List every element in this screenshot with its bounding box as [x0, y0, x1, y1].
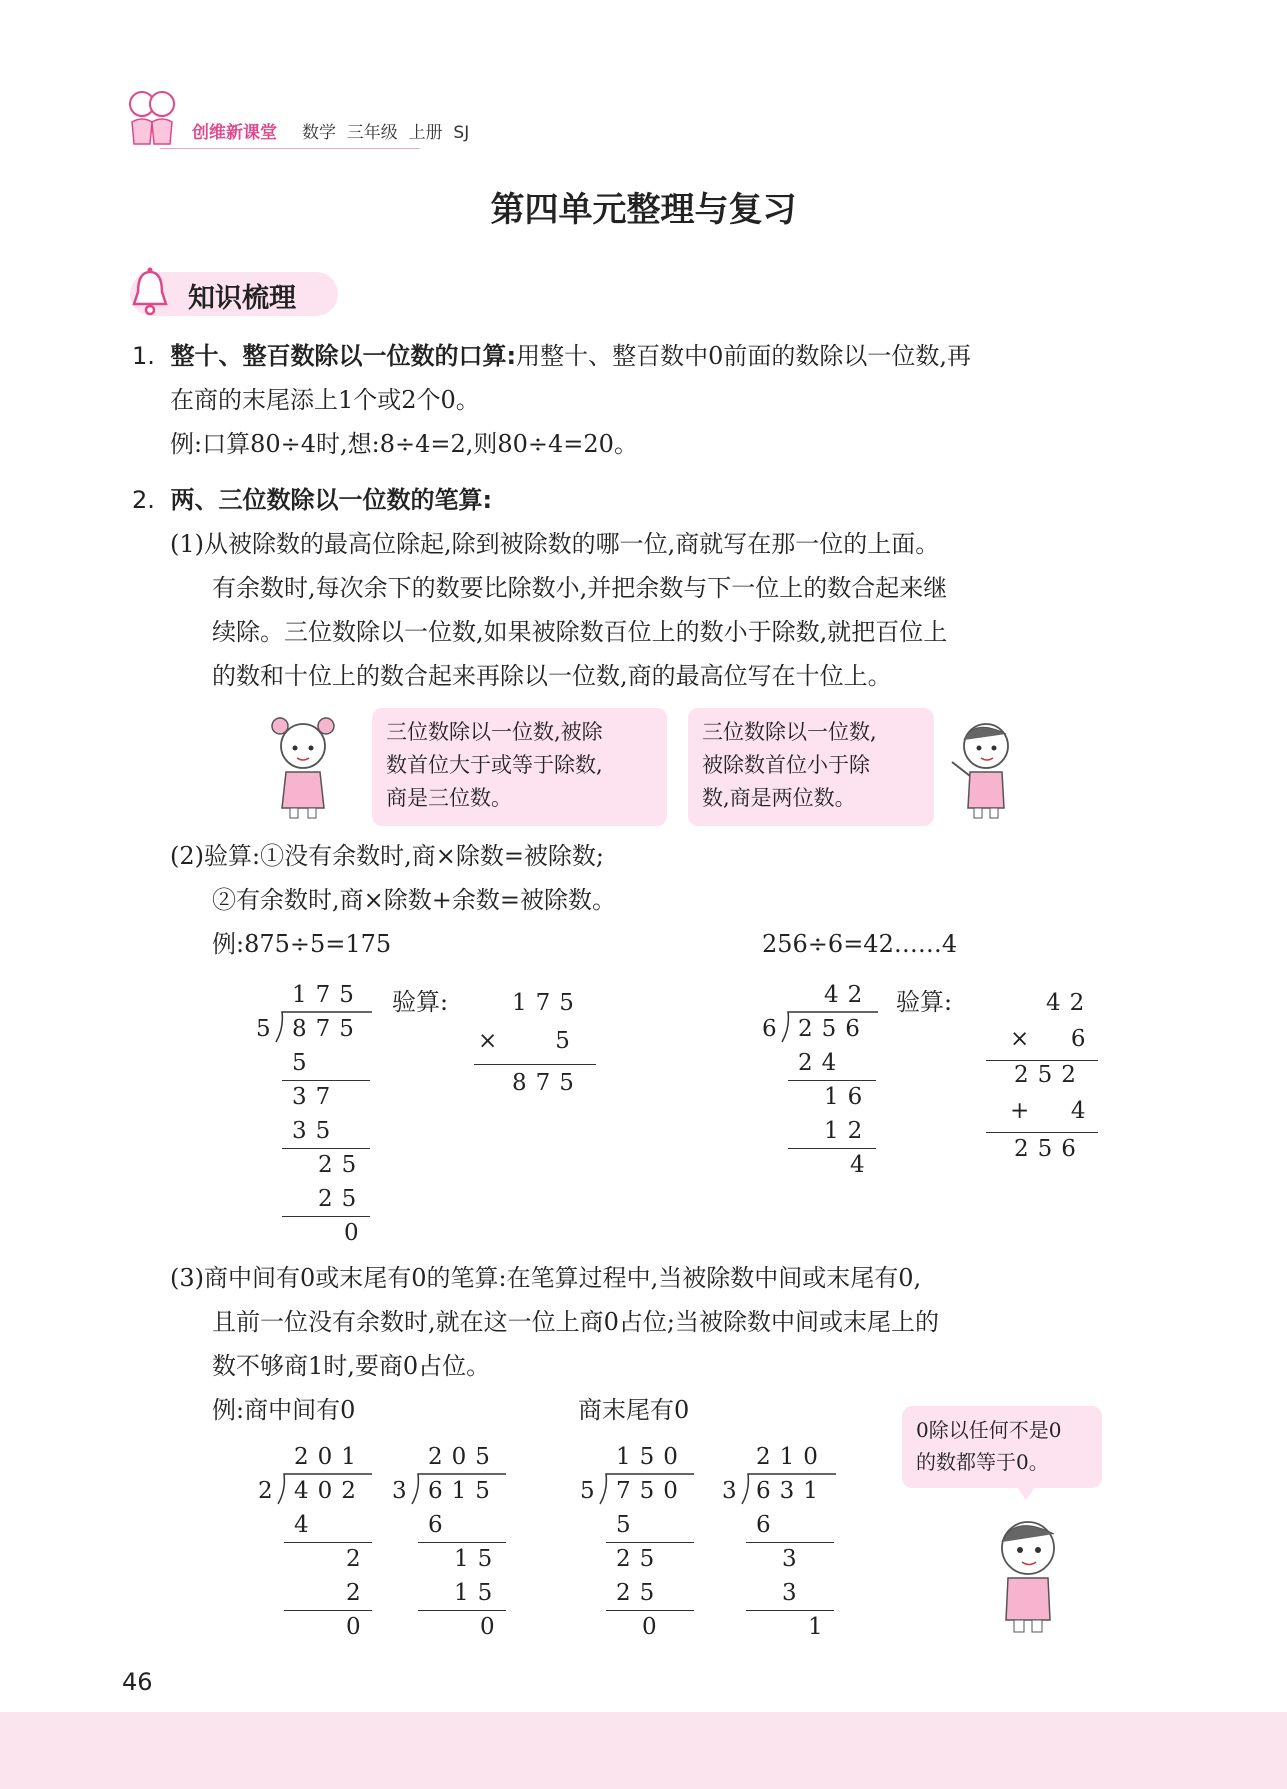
div1-step: 35: [292, 1118, 340, 1144]
page-title: 第四单元整理与复习: [490, 190, 797, 230]
div6-step: 3: [782, 1546, 806, 1572]
div4-divisor: 3: [392, 1478, 416, 1504]
check1-line: 875: [512, 1070, 583, 1096]
div1-step: 0: [344, 1220, 368, 1246]
div5-step: 0: [642, 1614, 666, 1640]
check2-line: + 4: [1010, 1098, 1095, 1124]
item2-line1: [132, 478, 492, 522]
bubble-line: 数首位大于或等于除数,: [386, 753, 603, 777]
check2-line: 256: [1014, 1136, 1085, 1162]
div1-quotient: 175: [292, 982, 363, 1008]
div1-step: 5: [292, 1050, 316, 1076]
girl-illustration: [268, 712, 338, 820]
example3-left: 例:商中间有0: [212, 1396, 356, 1424]
header-underline: [160, 148, 420, 149]
p1-line: 续除。三位数除以一位数,如果被除数百位上的数小于除数,就把百位上: [212, 618, 948, 646]
bubble-line: 数,商是两位数。: [702, 786, 856, 810]
item1-line2: 在商的末尾添上1个或2个0。: [170, 386, 480, 414]
div6-quotient: 210: [756, 1444, 827, 1470]
p2-line1: (2)验算:①没有余数时,商×除数=被除数;: [170, 842, 605, 870]
p1-line: (1)从被除数的最高位除起,除到被除数的哪一位,商就写在那一位的上面。: [170, 530, 940, 558]
div2-step: 16: [824, 1084, 872, 1110]
div1-step: 25: [318, 1152, 366, 1178]
div1-step: 25: [318, 1186, 366, 1212]
item1-text1: 用整十、整百数中0前面的数除以一位数,再: [516, 342, 972, 370]
speech-bubble-right: [688, 708, 934, 826]
div1-divisor: 5: [256, 1016, 280, 1042]
example-right: 256÷6=42……4: [762, 930, 958, 958]
div2-divisor: 6: [762, 1016, 786, 1042]
bell-icon: [128, 266, 172, 318]
p3-line: (3)商中间有0或末尾有0的笔算:在笔算过程中,当被除数中间或末尾有0,: [170, 1264, 922, 1292]
div3-dividend: 402: [294, 1478, 365, 1504]
bubble-line: 被除数首位小于除: [702, 753, 870, 777]
boy-illustration: [986, 1510, 1070, 1634]
div2-quotient: 42: [824, 982, 872, 1008]
div3-step: 2: [346, 1546, 370, 1572]
item1-heading: 整十、整百数除以一位数的口算:: [170, 342, 517, 370]
div1-dividend: 875: [292, 1016, 363, 1042]
example-left: 例:875÷5=175: [212, 930, 392, 958]
div6-dividend: 631: [756, 1478, 827, 1504]
div6-divisor: 3: [722, 1478, 746, 1504]
section-title: 知识梳理: [188, 283, 296, 314]
item1-example: 例:口算80÷4时,想:8÷4=2,则80÷4=20。: [170, 430, 638, 458]
div5-divisor: 5: [580, 1478, 604, 1504]
p2-line2: ②有余数时,商×除数+余数=被除数。: [212, 886, 616, 914]
header-brand: 创维新课堂: [192, 123, 277, 143]
div4-quotient: 205: [428, 1444, 499, 1470]
div5-dividend: 750: [616, 1478, 687, 1504]
div2-step: 24: [798, 1050, 846, 1076]
bubble-line: 0除以任何不是0: [916, 1418, 1062, 1442]
div1-rule: [282, 1080, 370, 1081]
div3-step: 0: [346, 1614, 370, 1640]
div4-step: 0: [480, 1614, 504, 1640]
bubble-tail: [1016, 1486, 1036, 1500]
header-mascot: [122, 82, 182, 152]
div4-rule: [418, 1542, 506, 1543]
p3-line: 数不够商1时,要商0占位。: [212, 1352, 491, 1380]
div3-step: 4: [294, 1512, 318, 1538]
div5-step: 25: [616, 1546, 664, 1572]
bubble-line: 商是三位数。: [386, 786, 512, 810]
div4-step: 6: [428, 1512, 452, 1538]
check-label: 验算:: [896, 988, 953, 1016]
div2-step: 4: [850, 1152, 874, 1178]
bubble-line: 三位数除以一位数,被除: [386, 720, 603, 744]
div6-rule: [746, 1610, 834, 1611]
div3-step: 2: [346, 1580, 370, 1606]
div4-dividend: 615: [428, 1478, 499, 1504]
div6-step: 6: [756, 1512, 780, 1538]
check-label: 验算:: [392, 988, 449, 1016]
check1-rule: [474, 1064, 596, 1065]
div5-rule: [606, 1610, 694, 1611]
p1-line: 的数和十位上的数合起来再除以一位数,商的最高位写在十位上。: [212, 662, 892, 690]
div4-step: 15: [454, 1546, 502, 1572]
header-subject: 数学 三年级 上册 SJ: [302, 123, 470, 143]
check1-line: × 5: [478, 1028, 579, 1054]
page-number: 46: [122, 1668, 153, 1696]
div1-rule: [282, 1216, 370, 1217]
div4-rule: [418, 1610, 506, 1611]
speech-bubble-left: [372, 708, 667, 826]
bubble-line: 的数都等于0。: [916, 1450, 1049, 1474]
check2-line: 252: [1014, 1062, 1085, 1088]
check2-rule: [986, 1132, 1098, 1133]
p1-line: 有余数时,每次余下的数要比除数小,并把余数与下一位上的数合起来继: [212, 574, 948, 602]
item2-num: 2.: [132, 486, 155, 514]
div6-step: 1: [808, 1614, 832, 1640]
item1-line1: [132, 334, 971, 378]
div5-step: 5: [616, 1512, 640, 1538]
div3-rule: [284, 1610, 372, 1611]
div6-step: 3: [782, 1580, 806, 1606]
div1-rule: [282, 1148, 370, 1149]
boy-illustration: [944, 712, 1024, 820]
check2-line: × 6: [1010, 1026, 1095, 1052]
div2-rule: [788, 1148, 876, 1149]
item1-num: 1.: [132, 342, 155, 370]
footer-band: [0, 1712, 1287, 1789]
div3-rule: [284, 1542, 372, 1543]
div5-quotient: 150: [616, 1444, 687, 1470]
p3-line: 且前一位没有余数时,就在这一位上商0占位;当被除数中间或末尾上的: [212, 1308, 939, 1336]
div3-quotient: 201: [294, 1444, 365, 1470]
div5-rule: [606, 1542, 694, 1543]
check2-line: 42: [1046, 990, 1094, 1016]
div3-divisor: 2: [258, 1478, 282, 1504]
div1-step: 37: [292, 1084, 340, 1110]
div2-dividend: 256: [798, 1016, 869, 1042]
div2-step: 12: [824, 1118, 872, 1144]
bubble-line: 三位数除以一位数,: [702, 720, 877, 744]
div5-step: 25: [616, 1580, 664, 1606]
div2-rule: [788, 1080, 876, 1081]
div4-step: 15: [454, 1580, 502, 1606]
check1-line: 175: [512, 990, 583, 1016]
speech-bubble-bottom: [902, 1406, 1102, 1488]
item2-heading: 两、三位数除以一位数的笔算:: [170, 486, 493, 514]
example3-right: 商末尾有0: [578, 1396, 690, 1424]
div6-rule: [746, 1542, 834, 1543]
